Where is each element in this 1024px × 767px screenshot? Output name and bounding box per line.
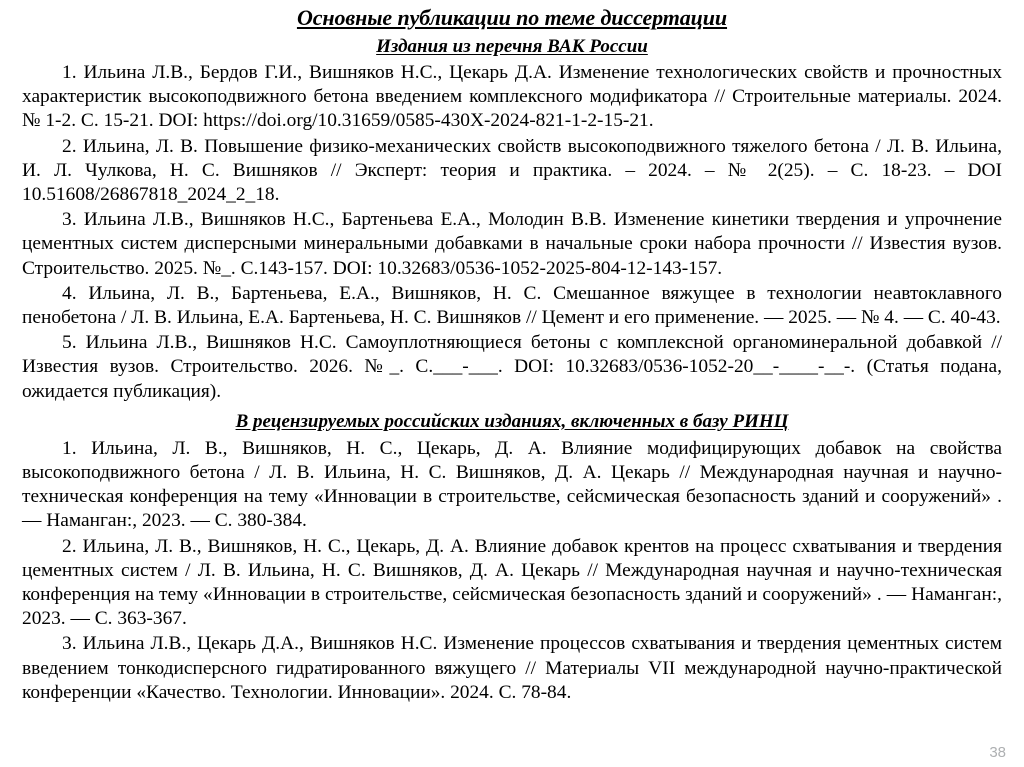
section-heading-vak: Издания из перечня ВАК России xyxy=(376,36,648,57)
page-number: 38 xyxy=(989,744,1006,761)
reference-item: 2. Ильина, Л. В., Вишняков, Н. С., Цекарь, Д. А. Влияние добавок крентов на процесс схватывания и твердения цементных систем / Л. В. Ильина, Н. С. Вишняков, Д. А. Цекарь // Международная научная и научно-техническая конференция на тему «Инновации в строительстве, сейсмическая безопасность зданий и сооружений» . — Наманган:, 2023. — С. 363-367. xyxy=(22,535,1002,630)
reference-item: 4. Ильина, Л. В., Бартеньева, Е.А., Вишняков, Н. С. Смешанное вяжущее в технологии неавтоклавного пенобетона / Л. В. Ильина, Е.А. Бартеньева, Н. С. Вишняков // Цемент и его применение. — 2025. — № 4. — С. 40-43. xyxy=(22,282,1002,329)
reference-item: 2. Ильина, Л. В. Повышение физико-механических свойств высокоподвижного тяжелого бетона / Л. В. Ильина, И. Л. Чулкова, Н. С. Вишняков // Эксперт: теория и практика. – 2024. – № 2(25). – С. 18-23. – DOI 10.51608/26867818_2024_2_18. xyxy=(22,135,1002,206)
reference-item: 1. Ильина Л.В., Бердов Г.И., Вишняков Н.С., Цекарь Д.А. Изменение технологических свойств и прочностных характеристик высокоподвижного бетона введением комплексного модификатора // Строительные материалы. 2024. № 1-2. С. 15-21. DOI: https://doi.org/10.31659/0585-430X-2024-821-1-2-15-21. xyxy=(22,62,1002,132)
page-title: Основные публикации по теме диссертации xyxy=(296,5,728,30)
reference-item: 3. Ильина Л.В., Цекарь Д.А., Вишняков Н.С. Изменение процессов схватывания и твердения цементных систем введением тонкодисперсного гидратированного вяжущего // Материалы VII международной научно-практической конференции «Качество. Технологии. Инновации». 2024. С. 78-84. xyxy=(22,633,1002,703)
reference-item: 3. Ильина Л.В., Вишняков Н.С., Бартеньева Е.А., Молодин В.В. Изменение кинетики твердения и упрочнение цементных систем дисперсными минеральными добавками в начальные сроки набора прочности // Известия вузов. Строительство. 2025. №_. С.143-157. DOI: 10.32683/0536-1052-2025-804-12-143-157. xyxy=(22,209,1002,279)
reference-item: 5. Ильина Л.В., Вишняков Н.С. Самоуплотняющиеся бетоны с комплексной органоминеральной добавкой // Известия вузов. Строительство. 2026. №_. С.___-___. DOI: 10.32683/0536-1052-20__-____-__-. (Статья подана, ожидается публикация). xyxy=(22,332,1002,402)
section-heading-rinc: В рецензируемых российских изданиях, включенных в базу РИНЦ xyxy=(235,410,789,432)
reference-item: 1. Ильина, Л. В., Вишняков, Н. С., Цекарь, Д. А. Влияние модифицирующих добавок на свойства высокоподвижного бетона / Л. В. Ильина, Н. С. Вишняков, Д. А. Цекарь // Международная научная и научно-техническая конференция на тему «Инновации в строительстве, сейсмическая безопасность зданий и сооружений» . — Наманган:, 2023. — С. 380-384. xyxy=(22,437,1002,532)
